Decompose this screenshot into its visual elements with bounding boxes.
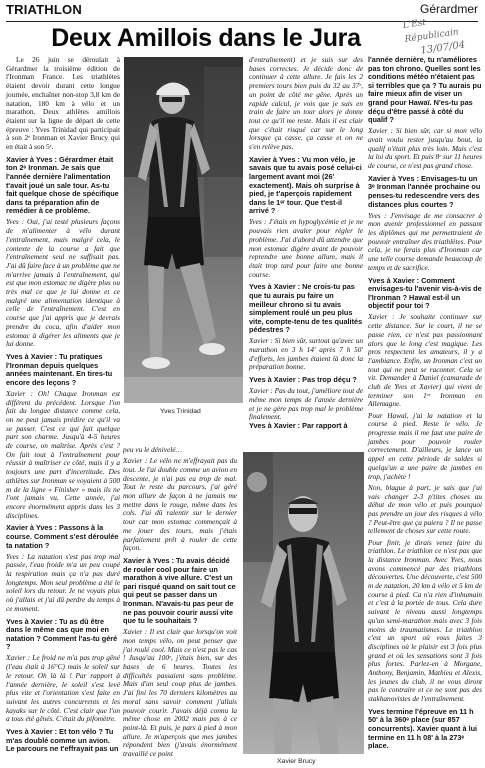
interview-question: Yves à Xavier : Ne crois-tu pas que tu aurais pu faire un meilleur chrono si tu avais simplement roulé un peu plus vite, compte-tenu de tes qualités pédestres ? [249,282,363,335]
photo-caption-xavier: Xavier Brucy [277,758,316,765]
article-column-3 [368,56,482,764]
interview-answer: Xavier : Le vélo ne m'effrayait pas du tout. Je l'ai double comme un avion en descente, je n'ai pas eu trop de mal. Tout le reste du parcours, j'ai géré mon allure de façon à ne jamais me mettre dans le rouge, même dans les cols. J'ai dû ralentir sur le dernier tour car mon estomac commençait à me jouer des tours, mais j'étais parfaitement prêt à rouler de cette façon. [123,456,237,553]
interview-answer: peu vu le dénivelé… [123,445,182,454]
interview-question: Xavier à Yves : Passons à la course. Comment s'est déroulée ta natation ? [6,523,119,550]
section-rubric: TRIATHLON [6,2,82,17]
interview-answer: Xavier : Il est clair que lorsqu'on voit mon temps vélo, on peut penser que j'ai roulé cool. Mais ce n'est pas le cas ! Jusqu'au 100ᵉ, j'étais bien, sur des bases de 6 heures. Toutes les difficultés passaient sans problème. Mais d'un seul coup plus de jambes. J'ai fini les 70 derniers kilomètres au moral sans savoir comment j'allais pouvoir courir. J'avais déjà connu la même chose en 2002 mais pas à ce point-là. Et puis, je pars à pied à mon allure. Je m'aperçois que mes jambes répondent bien (j'avais énormément travaillé ce point [123,627,237,759]
stamp-line-1: L'Est Républicain [402,17,460,45]
interview-question: Yves à Xavier : Pas trop déçu ? [249,375,357,385]
interview-answer: Xavier : Le froid ne m'a pas trop gêné (l'eau était à 16°C) mais le soleil sur le retour. Oh là là ! Par rapport à l'année dernière, le soleil s'est levé plus vite et l'orientation s'est faite en suivant les autres concurrents et les kayaks sur le côté. C'est clair que l'on a tous été gênés. C'était du pifomètre. [6,653,120,724]
interview-question: Yves à Xavier : Tu pratiques l'Ironman depuis quelques années maintenant. En tires-tu encore des leçons ? [6,351,113,387]
article-column-2-continued [123,446,237,764]
article-conclusion: Yves termine l'épreuve en 11 h 50' à la 360ᵉ place (sur 857 concurrents). Xavier quant à lui termine en 11 h 08' à la 273ᵉ place. [368,706,478,751]
interview-answer: Pour finir, je dirais venez faire du triathlon. Le triathlon ce n'est pas que la distance Ironman. Avec Yves, nous avons commencé par des triathlons découvertes. Une découverte, c'est 500 m de natation, 20 km à vélo et 5 km de course à pied. Ca n'a rien d'inhumain et c'est à la portée de tous. Cela dure suivant le niveau aussi longtemps qu'un semi-marathon mais avec 3 fois moins de traumatismes. Le triathlon c'est un sport où vous faites 3 disciplines où le plaisir est 3 fois plus grand et où les sensations sont 3 fois plus fortes. Parlez-en à Morgane, Anthony, Benjamin, Mathieu et Alexis, les jeunes du club, il ne vous diront pas le contraire et ce ne sont pas des stakhanovistes de l'entraînement. [368,537,482,704]
interview-answer: Yves : Oui, j'ai testé plusieurs façons de m'alimenter à vélo durant l'entraînement, mais malgré cela, le contexte de la course a fait que l'entraînement seul ne suffisait pas. J'ai dû faire face à un problème que ne m'arrive jamais à l'entraînement, qui est que mon estomac ne digère plus ou très mal ce que je lui donne et ce malgré une alimentation identique à celle de l'entraînement. C'est en course que j'ai appris que je devrais prendre du coca, afin d'aider mon estomac à digérer les aliments que je lui donne. [6,217,120,349]
runner-photo-illustration-2 [243,452,364,754]
interview-answer: Xavier : Si bien sûr, surtout qu'avec un marathon en 3 h 14' après 7 h 50' d'efforts, les jambes étaient là donc la préparation bonne. [249,336,363,372]
interview-answer: Xavier : Pas du tout, j'améliore tout de même mon temps de l'année dernière et je ne gère pas trop mal le problème finalement. [249,386,363,422]
interview-answer: d'entraînement) et je suis sur des bases correctes. Je décide donc de continuer à cette allure. Je fais les 2 premiers tours bien puis du 32 au 37ᵉ, un point de côté me gêne. Après un rapide calcul, je vois que je suis en train de faire un tour alors je donne tout ce qu'il me reste. Mais il est clair que c'était risqué car sur le long lorsque ça casse, ça casse et on ne s'en relève pas. [249,55,363,152]
photo-caption-yves: Yves Trinidad [160,408,201,415]
interview-answer: Yves : J'envisage de me consacrer à mon avenir professionnel en passant les diplômes qui me permettraient de pouvoir entraîner des triathlètes. Pour cela, je ne ferais plus d'Ironman car une telle course demande beaucoup de temps et de sacrifice. [368,210,482,272]
interview-question: Yves à Xavier : Par rapport à [249,421,348,430]
interview-answer: Xavier : Je souhaite continuer sur cette distance. Sur le court, il ne se passe rien, ce n'est pas passionnant alors que le long c'est magique. Les pros respectent les amateurs, il y a l'ambiance. Enfin, un Ironman c'est un tout qui ne peut se raconter. Cela se vit. Demander à Daniel (camarade de club de Yves et Xavier) qui vient de terminer son 1ᵉʳ Ironman en Allemagne. [368,312,482,409]
interview-answer: Yves : La natation s'est pas trop mal passée, l'eau froide m'a un peu coupé la respiration mais ça n'a pas duré longtemps. Mon seul problème a été le soleil lors du retour. Je ne voyais plus où j'allais et j'ai dû perdre du temps à ce moment. [6,551,120,613]
article-column-1 [6,56,120,764]
interview-answer: Xavier : Si bien sûr, car si mon vélo avait voulu rester jusqu'au bout, la qualif n'était plus très loin. Mais c'est la loi du sport. Et puis 8ᵉ sur 11 heures de course, ce n'est pas grand chose. [368,126,482,171]
runner-photo-illustration [124,57,243,403]
interview-question: Xavier à Yves : Vu mon vélo, je savais que tu avais posé celui-ci largement avant moi (26' exactement). Mais oh surprise à pied, je t'aperçois rapidement dans le 1ᵉʳ tour. Que t'est-il arrivé ? [249,154,362,216]
interview-question: Yves à Xavier : Comment envisages-tu l'avenir vis-à-vis de l'Ironman ? Hawaï est-il un objectif pour toi ? [368,275,482,311]
article-intro: Le 26 juin se déroulait à Gérardmer la troisième édition de l'Ironman France. Les triathlètes étaient devoir durant cette longue journée, enchaîner non-stop 3,8 km de natation, 180 km à vélo et un marathon. Deux athlètes amillois étaient sur la ligne de départ de cette épreuve : Yves Trinidad qui participait à son 2ᵉ Ironman et Xavier Brucy qui en était à son 5ᵉ. [6,55,120,152]
interview-answer: Yves : J'étais en hypoglycémie et je ne pouvais rien avaler pour régler le problème. J'ai d'abord dû attendre que mon estomac digère avant de pouvoir reprendre une bonne allure, mais il était trop tard pour faire une bonne course. [249,217,363,279]
interview-answer: Xavier : Oh! Chaque Ironman est différent du précédent. Lorsque l'on fait du longue distance comme cela, on ne peut jamais prédire ce qu'il va se passer. C'est ce qui fait quelque part son charme. Jusqu'à 4-5 heures de course, on maîtrise. Après c'est ? On fait tout à l'entraînement pour réussir à maîtriser ce côté, mais il y a toujours une part d'incertitude. Des athlètes sur Ironman se voyaient à 500 m de la ligne « Finisher » mais ils ne l'ont jamais vu. Cette année, j'ai encore énormément appris dans les 3 disciplines. [6,388,120,520]
city-name: Gérardmer [419,2,478,16]
article-headline: Deux Amillois dans le Jura [51,24,361,52]
stamp-line-2: 13/07/04 [419,39,466,57]
photo-xavier-brucy [243,452,364,754]
article-column-2 [249,55,363,422]
interview-answer: Pour Hawaï, j'ai la natation et la course à pied. Reste le vélo. Je progresse mais il me faut une paire de jambes pour pouvoir rouler correctement. D'ailleurs, je lance un appel en cette période de soldes si quelqu'un a une paire de jambes en trop, j'achète ! [368,410,482,481]
interview-question: Yves à Xavier : Et ton vélo ? Tu m'as doublé comme un avion. Le parcours ne t'effrayait pas un [6,727,119,754]
photo-yves-trinidad [124,57,243,403]
interview-question: Yves à Xavier : Tu as dû être dans le même cas que moi en natation ? Comment l'as-tu géré ? [6,616,118,652]
interview-question: Xavier à Yves : Tu avais décidé de rouler cool pour faire un marathon à vive allure. C'est un pari risqué quand on sait tout ce qui peut se passer dans un Ironman. N'avais-tu pas peur de ne pas pouvoir courir aussi vite que tu le souhaitais ? [123,555,236,626]
interview-answer: Non, blague à part, je sais que j'ai vais changer 2-3 p'tites choses au début de mon vélo et puis pourquoi pas prendre un jour des risques à vélo ? Peut-être que ça paiera ? Il ne passe tellement de choses sur cette route. [368,482,482,536]
interview-question: Xavier à Yves : Gérardmer était ton 2ᵉ Ironman. Je sais que l'année dernière l'alimentation t'avait joué un sale tour. As-tu fait quelque chose de spécifique dans ta préparation afin de remédier à ce problème. [6,154,119,216]
interview-question: l'année dernière, tu n'améliores pas ton chrono. Quelles sont les conditions météo n'étaient pas si terribles que ça ? Tu aurais pu faire mieux afin de viser un grand pour Hawaï. N'es-tu pas déçu d'être passé à côté du qualif ? [368,55,482,125]
interview-question: Xavier à Yves : Envisages-tu un 3ᵉ Ironman l'année prochaine ou penses-tu redescendre vers des distances plus courtes ? [368,173,481,209]
